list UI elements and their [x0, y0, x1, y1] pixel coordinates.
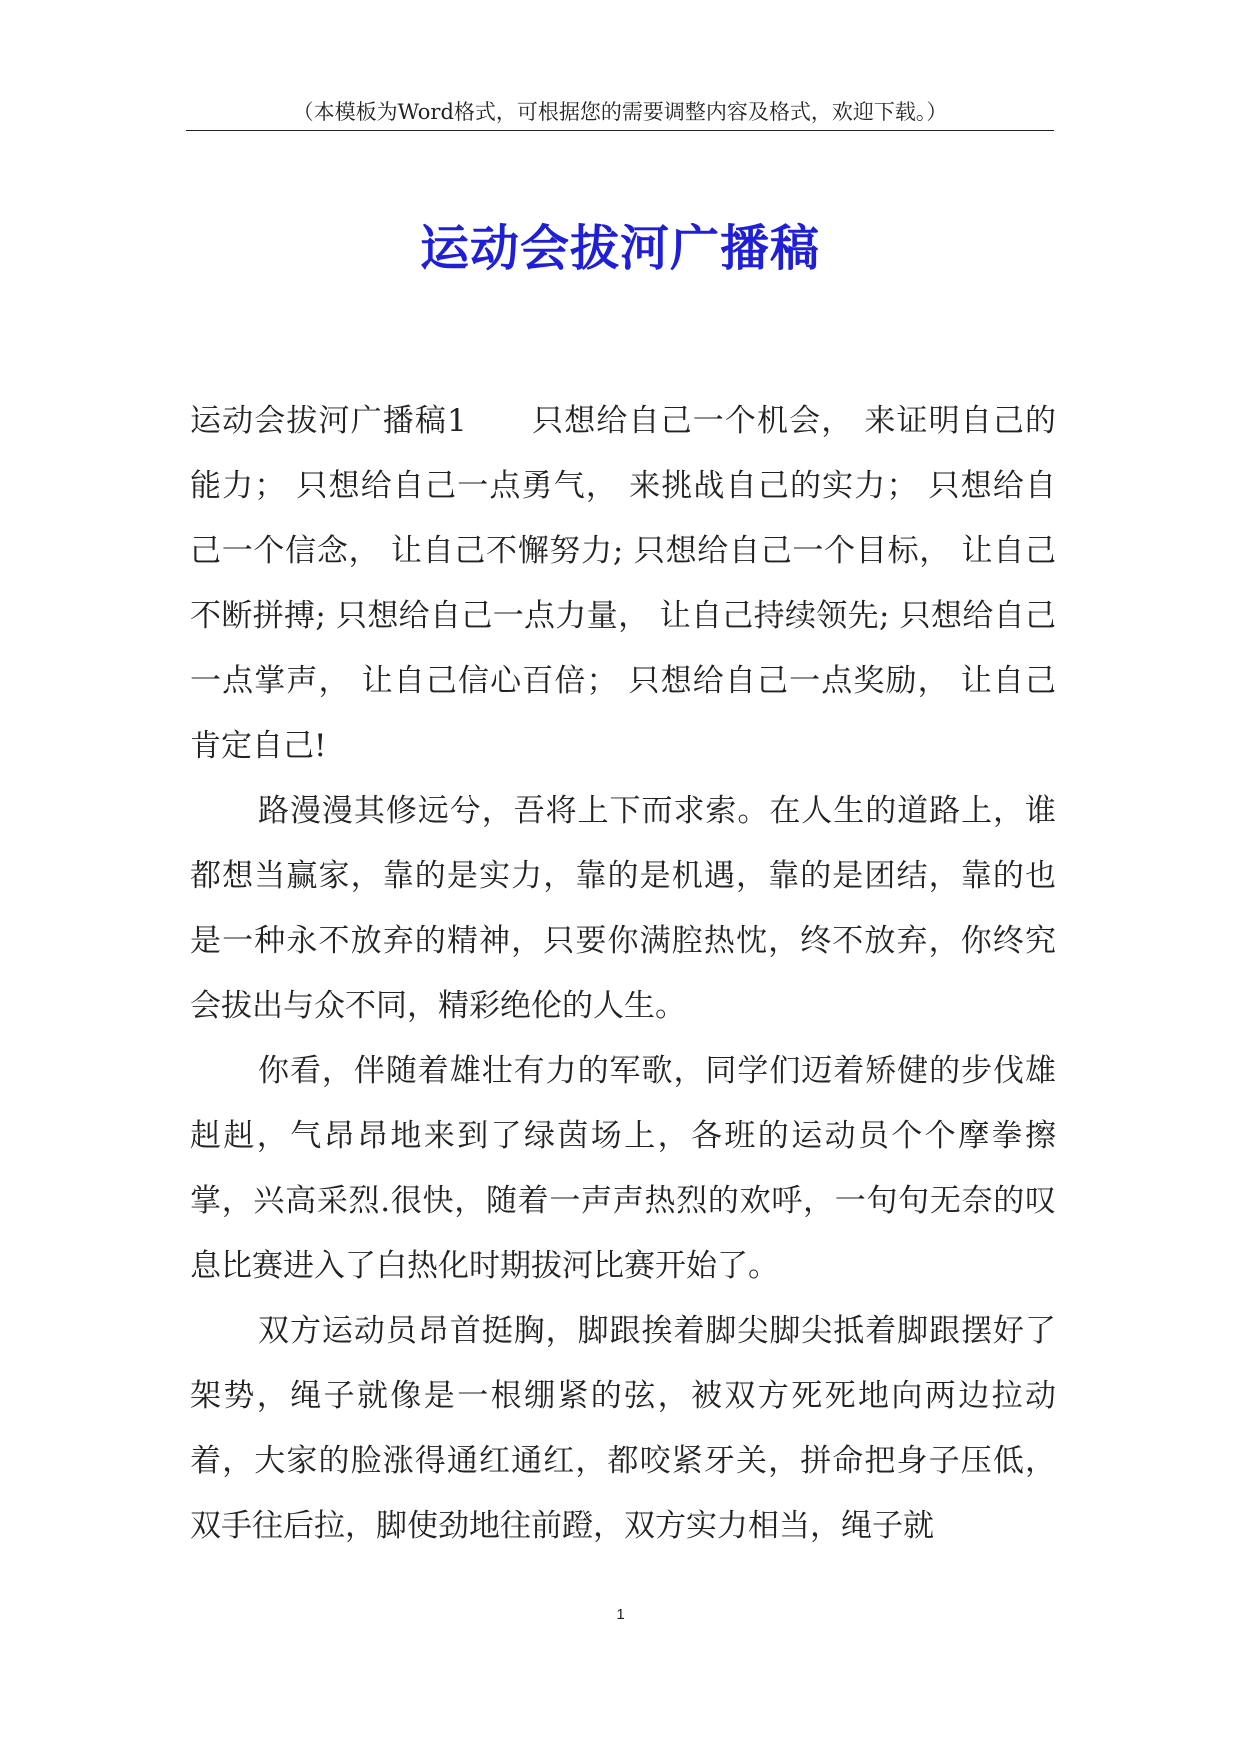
paragraph-march: 你看，伴随着雄壮有力的军歌，同学们迈着矫健的步伐雄赳赳，气昂昂地来到了绿茵场上，各班的运动员个个摩拳擦掌，兴高采烈.很快，随着一声声热烈的欢呼，一句句无奈的叹息比赛进入了白热化时期拔河比赛开始了。 [190, 1053, 1056, 1284]
header-note: （本模板为Word格式，可根据您的需要调整内容及格式，欢迎下载。） [292, 100, 948, 124]
document-body [190, 389, 1056, 1559]
header-divider [186, 130, 1054, 131]
page-number: 1 [616, 1606, 625, 1623]
paragraph-contest: 双方运动员昂首挺胸，脚跟挨着脚尖脚尖抵着脚跟摆好了架势，绳子就像是一根绷紧的弦，被双方死死地向两边拉动着，大家的脸涨得通红通红，都咬紧牙关，拼命把身子压低，双手往后拉，脚使劲地往前蹬，双方实力相当，绳子就 [190, 1313, 1056, 1544]
paragraph-journey: 路漫漫其修远兮，吾将上下而求索。在人生的道路上，谁都想当赢家，靠的是实力，靠的是机遇，靠的是团结，靠的也是一种永不放弃的精神，只要你满腔热忱，终不放弃，你终究会拔出与众不同，精彩绝伦的人生。 [190, 793, 1056, 1024]
paragraph-intro: 运动会拔河广播稿1 只想给自己一个机会， 来证明自己的能力； 只想给自己一点勇气， 来挑战自己的实力； 只想给自己一个信念， 让自己不懈努力; 只想给自己一个目标， 让自己不断拼搏; 只想给自己一点力量， 让自己持续领先; 只想给自己一点掌声， 让自己信心百倍； 只想给自己一点奖励， 让自己肯定自己! [190, 403, 1056, 764]
document-title: 运动会拔河广播稿 [419, 219, 820, 277]
